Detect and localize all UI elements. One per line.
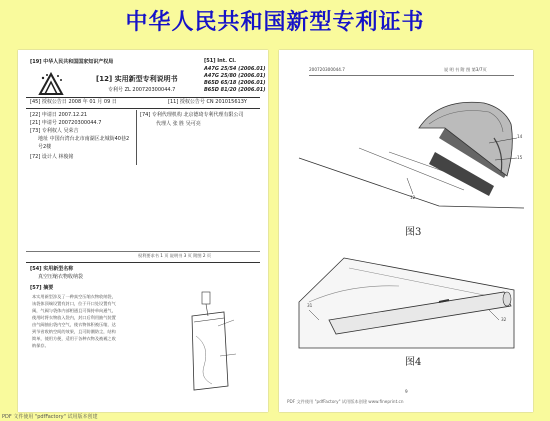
field-74-agents: 代理人 张 胜 吴可亮	[156, 121, 201, 127]
field-74: [74] 专利代理机构 北京德琦专利代理有限公司	[140, 112, 244, 118]
label-32: 32	[501, 317, 507, 322]
field-73: [73] 专利权人 吴荣吉	[30, 128, 79, 134]
label-31: 31	[307, 303, 313, 308]
divider	[26, 108, 260, 109]
address-line: 号2楼	[38, 144, 52, 150]
abstract-line: 本实用新型涉及了一种真空压缩衣物收纳袋，	[32, 294, 116, 299]
utility-model-title: 真空压缩衣物收纳袋	[38, 274, 84, 280]
page-header-right: 说 明 书 附 图 第3/7页	[444, 67, 487, 72]
field-21: [21] 申请号 200720300044.7	[30, 120, 102, 126]
patent-front-page	[18, 50, 268, 412]
abstract-line: 到节省收纳空间的效果，且可防潮防尘，结构	[32, 329, 116, 334]
patent-drawings-page	[279, 50, 533, 412]
abstract-line: 由气阀抽出袋内空气，使衣物体积被压缩，达	[32, 322, 116, 327]
int-cl-code: A47G 25/80 (2006.01)	[204, 73, 266, 79]
page-number: 9	[405, 389, 408, 394]
address-line: 地址 中国台湾台北市南湖区北城街40巷2	[38, 136, 130, 142]
slide-title: 中华人民共和国新型专利证书	[125, 10, 425, 35]
figure-3-drawing	[289, 78, 524, 228]
figure-3-caption: 图3	[405, 227, 422, 238]
abstract-line: 简单，使用方便，适用于各种衣物及被褥之收	[32, 336, 116, 341]
doc-type: [12] 实用新型专利说明书	[96, 75, 178, 83]
field-72: [72] 设计人 林俊铭	[30, 154, 74, 160]
field-54: [54] 实用新型名称	[30, 266, 74, 272]
issuer: [19] 中华人民共和国国家知识产权局	[30, 59, 114, 65]
int-cl-label: [51] Int. Cl.	[204, 58, 237, 64]
auth-date: [45] 授权公告日 2008 年 01 月 09 日	[30, 99, 117, 105]
label-14: 14	[517, 134, 523, 139]
field-22: [22] 申请日 2007.12.21	[30, 112, 88, 118]
abstract-line: 使用时将衣物放入袋内，封口后利用抽气装置	[32, 315, 116, 320]
label-15: 15	[517, 155, 523, 160]
page-count-note: 权利要求书 1 页 说明书 3 页 附图 2 页	[138, 253, 212, 258]
bottom-note: PDF 文件使用 "pdfFactory" 试用版本创建	[2, 414, 98, 420]
divider	[309, 75, 514, 76]
divider	[26, 97, 260, 98]
int-cl-code: A47G 25/54 (2006.01)	[204, 66, 266, 72]
figure-4-caption: 图4	[405, 357, 422, 368]
abstract-line: 阀，气阀与袋体内部相通且可保持单向通气，	[32, 308, 116, 313]
field-57: [57] 摘要	[30, 285, 54, 291]
figure-4-drawing	[289, 250, 524, 350]
page-header-left: 200720300044.7	[309, 67, 345, 72]
abstract-line: 纳保存。	[32, 343, 49, 348]
pdf-footer: PDF 文件使用 "pdfFactory" 试用版本创建 www.fineprint.cn	[287, 399, 404, 404]
national-emblem-icon	[38, 72, 64, 96]
patent-no: 专利号 ZL 200720300044.7	[108, 87, 176, 93]
divider	[26, 262, 260, 263]
abstract-line: 该袋体顶端设置有封口，位于开口处设置有气	[32, 301, 116, 306]
int-cl-code: B65D 81/20 (2006.01)	[204, 87, 266, 93]
abstract-figure	[174, 286, 244, 396]
int-cl-code: B65D 65/18 (2006.01)	[204, 80, 266, 86]
label-12: 12	[410, 195, 416, 200]
pub-no: [11] 授权公告号 CN 201015613Y	[168, 99, 247, 105]
column-divider	[136, 110, 137, 165]
divider	[26, 251, 260, 252]
